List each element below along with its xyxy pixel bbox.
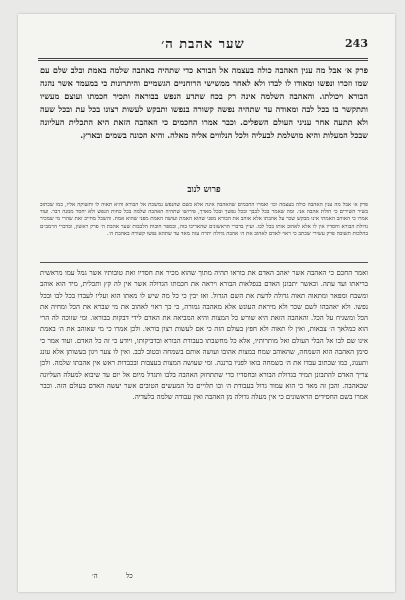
running-title: שער אהבת ה׳ [161,37,245,52]
catchword: כל [126,572,133,580]
page-sheet [18,14,395,592]
body-text-block: ואמר החכם כי האהבה אשר יאהב האדם את בוראו תהיה מתוך שהוא מכיר את חסדיו ואת טובותיו אשר גמל עמו מראשית בריאתו ועד עתה. וכאשר יתבונן האדם בנפלאות הבורא ויראה את חכמתו הגדולה אשר אין לה קץ ותכלית, מיד הוא אוהב ומשבח ומפאר ומתאוה תאוה גדולה לדעת את השם הגדול. ואז יבין כי כל מה שיש לו מאתו הוא ועליו לעבדו בכל לבו ובכל נפשו. ולא יאהבהו לשם שכר ולא מיראת העונש אלא מאהבה גמורה, כי כך ראוי לאהוב את מי שברא את הכל ומחיה את הכל ומשגיח על הכל. והאהבה הזאת היא שורש כל המצות והיא המביאה את האדם לידי דבקות בבוראו. ומי שזוכה לה הרי הוא כמלאך ה׳ צבאות, ואין לו תאוה ולא חפץ בעולם הזה כי אם לעשות רצון בוראו. ולכן אמרו כי מי שאוהב את ה׳ באמת אינו שם לבו אל הבלי העולם ואל מותרותיו, אלא כל מחשבתו בעבודת הבורא ובדביקותו, ויודע כי זה כל האדם. ועוד אמר כי סימן האהבה הוא השמחה, שהאוהב שמח במצות אהובו ועושה אותם בשמחה ובטוב לבב. ואין לו צער ויגון בעשותן אלא עונג ותענוג, כמו שכתוב עבדו את ה׳ בשמחה בואו לפניו ברננה. ומי שעושה המצות בעצבות ובכבדות ראש אין אהבתו שלמה. ולכן צריך האדם להתבונן תמיד בגדולת הבורא ובחסדיו כדי שתתחזק האהבה בלבו ותגדל מיום אל יום עד שיבוא למעלה העליונה שבאהבה. והבן זה מאד כי הוא עמוד גדול בעבודת ה׳ ובו תלויים כל המעשים הטובים אשר יעשה האדם בעולם הזה. וכבר אמרו בשם החסידים הראשונים כי אין מעלה גדולה מן האהבה ואין עבודה שלמה בלעדיה. [40,269,368,402]
main-text-block: פרק א׳ אבל מה ענין האהבה כולה בעצמה אל הבורא כדי שתהיה באהבה שלמה באמת ובלב שלם עם שמו וזכרו ונפשו ומאודו לו לבדו ולא לאחר ממשישי הרוחניים הגשמיים והיתרונות כי במעמד אשר נהגה הבורא ויכולתו. והאהבה השלמה אינה רק בכח שתדע הנפש בבוראה ותכיר חכמתו ועוצם מעשיו ותתקשר בו בכל לבה ומאודה עד שתהיה נפשה קשורה בנפשו ותבקש לעשות רצונו בכל עת ובכל שעה ולא תתעה אחר עניני העולם השפלים. וכבר אמרו החכמים כי האהבה הזאת היא התכלית העליונה שבכל המעלות והיא מושלמת לבעליה ולכל הנלווים אליה מאלה. והיא הכונה בשמים ובארץ. [40,65,368,140]
header-rule-thin [38,60,368,61]
signature-mark: ה׳ [92,572,98,580]
header-rule [38,58,368,59]
page-footer [40,572,368,584]
commentary-block: פרק א׳ אבל מה ענין האהבה כולה בעצמה וכו׳ ואמרו החכמים שהאהבה אינה אלא כשם שהנפש נמשכת אל הבורא והיא תאוה לו ותשוקה אליו, כמו שכתוב בשיר השירים כי חולת אהבה אני. ומה שאמר בכל לבבך ובכל נפשך ובכל מאדך, פירושו שתהיה האהבה שלמה בכל כחות הנפש ולא יחסר ממנה דבר. ועוד אמרו כי האוהב האמתי אינו מבקש שכר על אהבתו אלא אוהב את הבורא מפני שהוא האמת ועושה האמת מפני שהוא אמת. והשכל מחייב זאת שהרי מי שמכיר גדולת הבורא וחסדיו אין לו אלא לאהוב אותו בכל לבו. ועיין בדברי הראשונים שהאריכו בזה, ובספר חובות הלבבות שער אהבת ה׳ פרק ראשון, ובדברי הרמב״ם בהלכות תשובה פרק עשירי שכתב כי ראוי לאדם לאהוב את ה׳ אהבה גדולה יתרה עזה מאד עד שתהא נפשו קשורה באהבת ה׳. [40,202,368,237]
commentary-heading: פרוש לנוב [187,185,221,195]
running-header [38,36,368,54]
section-divider [40,262,368,263]
page-number: 243 [345,37,368,50]
